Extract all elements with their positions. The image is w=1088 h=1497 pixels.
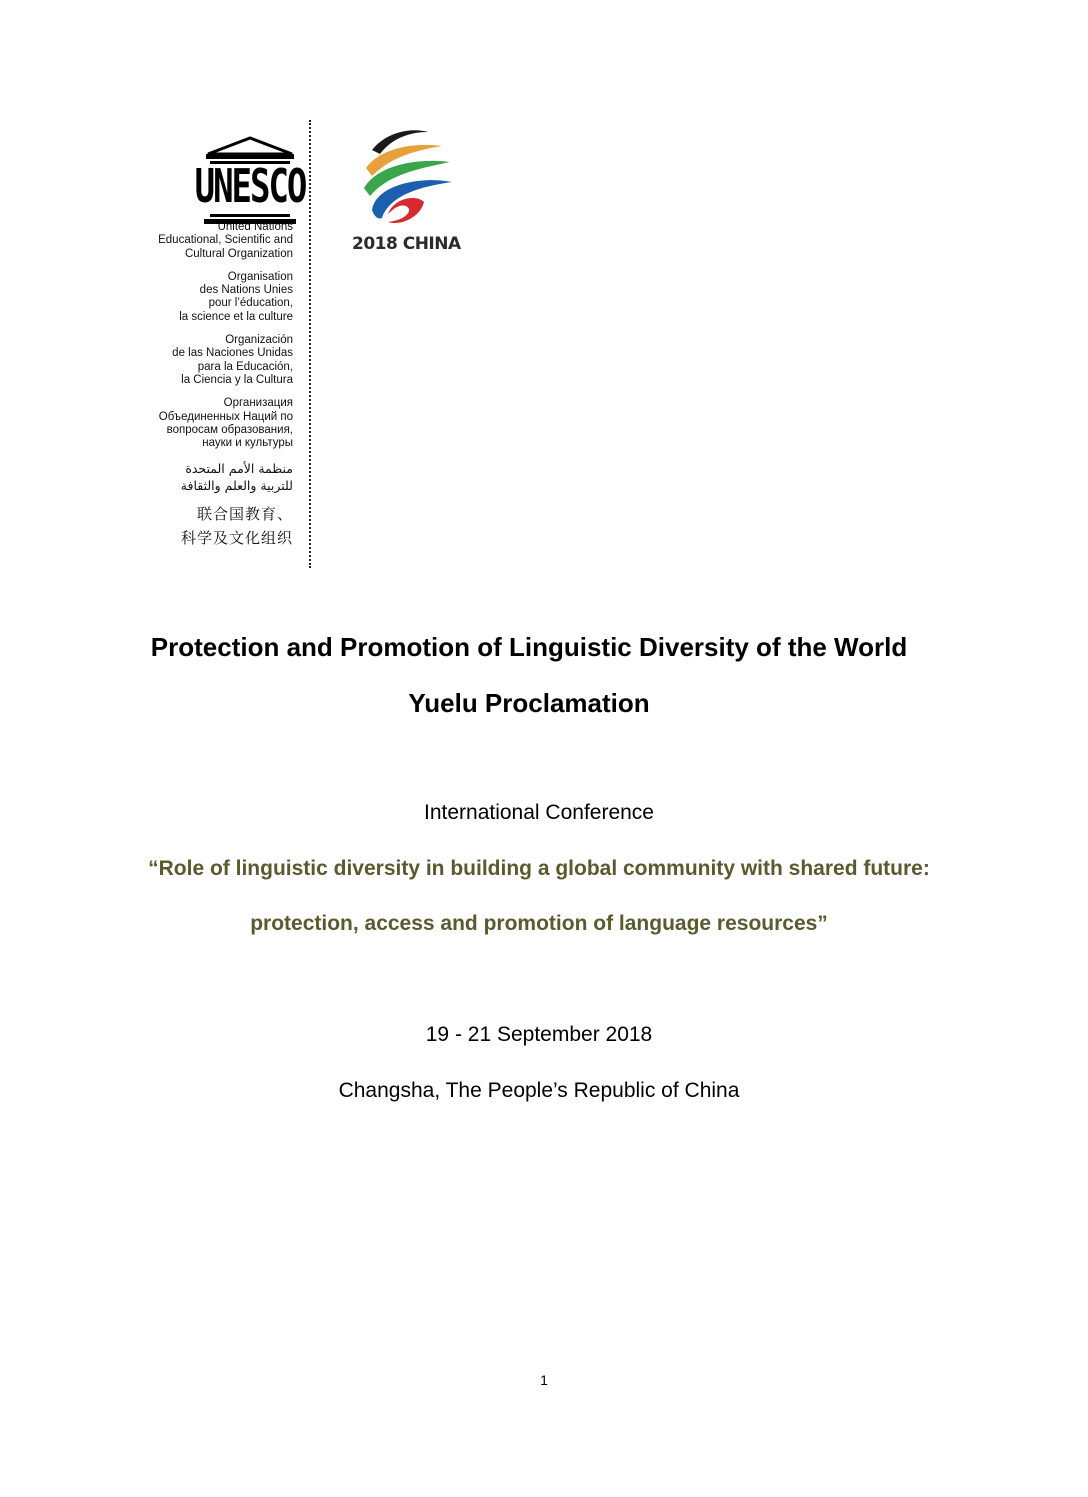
unesco-name-russian [93,397,293,450]
conference-label: International Conference [424,801,654,824]
unesco-spanish-line: para la Educación, [197,360,293,373]
unesco-logo-block [120,120,320,570]
unesco-name-chinese [93,502,293,550]
unesco-english-line: Educational, Scientific and [158,234,293,247]
unesco-russian-line: вопросам образования, [166,423,293,436]
unesco-english-line: United Nations [217,221,293,233]
unesco-letters: UNESCO [194,160,306,214]
unesco-chinese-line: 科学及文化组织 [180,529,293,548]
conference-dates: 19 - 21 September 2018 [425,1023,653,1046]
conference-theme-line-2: protection, access and promotion of language resources” [250,912,828,935]
conference-theme-line-1: “Role of linguistic diversity in building a global community with shared future: [148,857,930,880]
unesco-arabic-line: للتربية والعلم والثقافة [180,478,293,494]
vertical-dotted-divider [309,120,311,568]
document-subtitle: Yuelu Proclamation [408,688,650,718]
unesco-name-arabic [93,460,293,494]
unesco-spanish-line: de las Naciones Unidas [172,347,293,360]
conference-location: Changsha, The People’s Republic of China [338,1079,740,1102]
unesco-name-french [93,271,293,324]
unesco-name-spanish [93,334,293,387]
unesco-french-line: Organisation [227,270,293,283]
unesco-temple-logo [194,136,306,232]
unesco-spanish-line: Organización [225,334,293,347]
event-swirl-icon [358,128,454,228]
unesco-arabic-line: منظمة الأمم المتحدة [185,461,293,477]
document-title: Protection and Promotion of Linguistic Diversity of the World [150,632,908,662]
unesco-russian-line: Организация [223,397,293,410]
page-number: 1 [540,1372,548,1388]
unesco-russian-line: науки и культуры [202,437,293,450]
unesco-french-line: pour l’éducation, [208,297,293,310]
unesco-english-line: Cultural Organization [184,247,293,260]
event-logo-label: 2018 CHINA [352,234,461,254]
unesco-french-line: des Nations Unies [199,284,293,297]
unesco-name-english [93,221,293,261]
unesco-multilingual-name [93,221,293,560]
event-logo-2018-china [352,128,462,258]
unesco-chinese-line: 联合国教育、 [196,505,293,524]
unesco-russian-line: Объединенных Наций по [158,410,293,423]
unesco-spanish-line: la Ciencia y la Cultura [181,373,293,386]
unesco-french-line: la science et la culture [179,310,293,323]
